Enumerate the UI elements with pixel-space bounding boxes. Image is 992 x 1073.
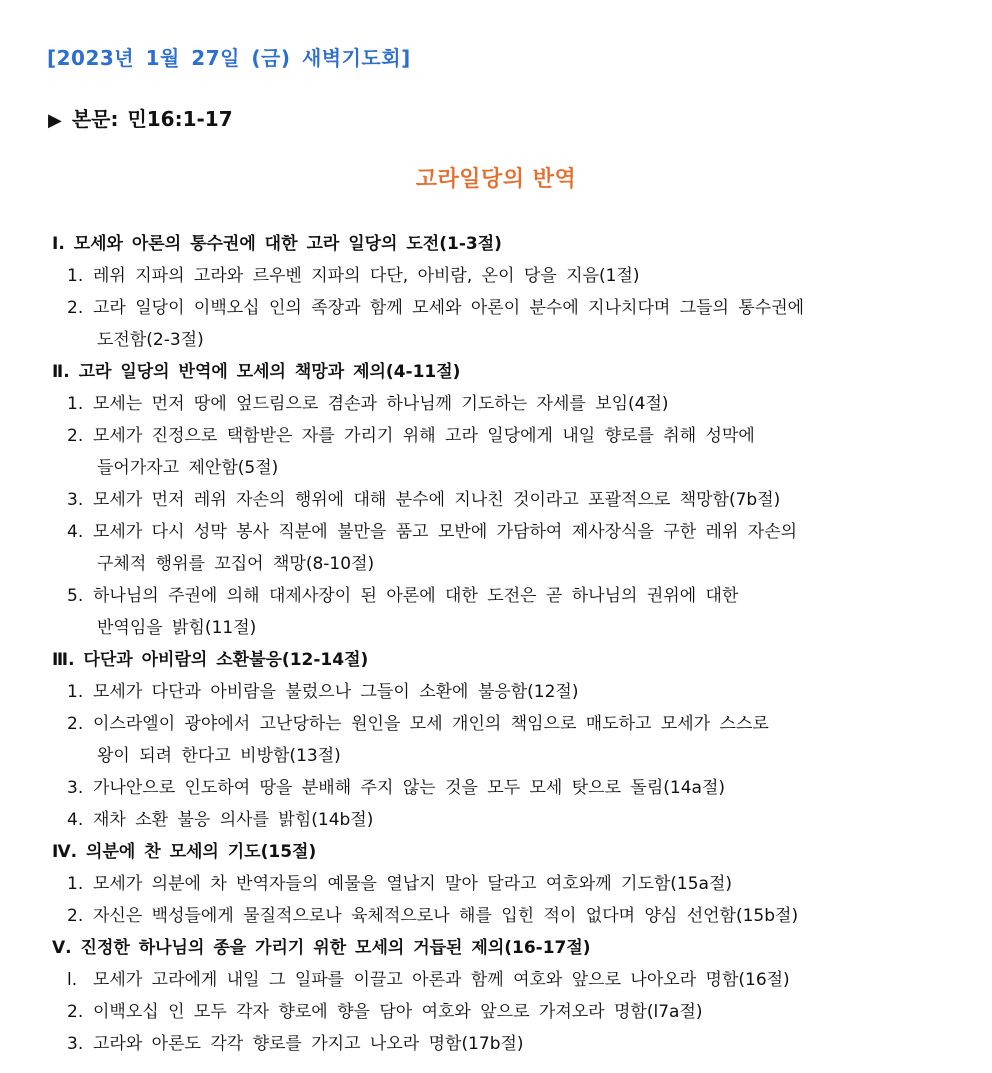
item-text-line: 고라와 아론도 각각 향로를 가지고 나오라 명함(17b절): [93, 1034, 524, 1054]
outline-item: [52, 580, 952, 644]
item-number: l.: [67, 970, 78, 990]
item-text-line: 모세가 다단과 아비람을 불렀으나 그들이 소환에 불응함(12절): [93, 682, 579, 702]
item-text-line: 재차 소환 불응 의사를 밝힘(14b절): [93, 810, 374, 830]
item-text-line: 도전함(2-3절): [97, 330, 204, 350]
outline-item: [52, 964, 952, 996]
item-number: 4.: [67, 522, 84, 542]
item-number: 4.: [67, 810, 84, 830]
outline-item: [52, 868, 952, 900]
item-text-line: 모세가 고라에게 내일 그 일파를 이끌고 아론과 함께 여호와 앞으로 나아오라 명함(16절): [93, 970, 790, 990]
item-text-line: 모세가 진정으로 택함받은 자를 가리기 위해 고라 일당에게 내일 향로를 취해 성막에: [93, 426, 755, 446]
outline-item: [52, 260, 952, 292]
sermon-outline: [52, 228, 952, 1060]
item-text-line: 자신은 백성들에게 물질적으로나 육체적으로나 해를 입힌 적이 없다며 양심 선언함(15b절): [93, 906, 799, 926]
outline-item: [52, 420, 952, 484]
item-text-line: 모세는 먼저 땅에 엎드림으로 겸손과 하나님께 기도하는 자세를 보임(4절): [93, 394, 669, 414]
item-text-line: 이백오십 인 모두 각자 향로에 향을 담아 여호와 앞으로 가져오라 명함(l7a절): [93, 1002, 703, 1022]
item-number: 2.: [67, 426, 84, 446]
scripture-reference: [48, 103, 233, 132]
outline-item: [52, 804, 952, 836]
item-text-line: 고라 일당이 이백오십 인의 족장과 함께 모세와 아론이 분수에 지나치다며 그들의 통수권에: [93, 298, 805, 318]
item-text-line: 가나안으로 인도하여 땅을 분배해 주지 않는 것을 모두 모세 탓으로 돌림(14a절): [93, 778, 726, 798]
item-number: 5.: [67, 586, 84, 606]
outline-item: [52, 516, 952, 580]
item-number: 2.: [67, 1002, 84, 1022]
section-heading: Ⅲ. 다단과 아비람의 소환불응(12-14절): [52, 650, 369, 670]
item-number: 3.: [67, 778, 84, 798]
item-number: 1.: [67, 682, 84, 702]
outline-item: [52, 708, 952, 772]
outline-item: [52, 772, 952, 804]
outline-item: [52, 676, 952, 708]
section-heading: Ⅱ. 고라 일당의 반역에 모세의 책망과 제의(4-11절): [52, 362, 461, 382]
arrow-icon: ▶: [48, 110, 62, 131]
item-number: 2.: [67, 298, 84, 318]
item-text-line: 모세가 의분에 차 반역자들의 예물을 열납지 말아 달라고 여호와께 기도함(15a절): [93, 874, 733, 894]
date-header: [2023년 1월 27일 (금) 새벽기도회]: [47, 46, 411, 70]
item-number: 2.: [67, 714, 84, 734]
outline-item: [52, 484, 952, 516]
item-number: 3.: [67, 1034, 84, 1054]
outline-item: [52, 388, 952, 420]
sermon-title: 고라일당의 반역: [415, 167, 577, 192]
item-text-line: 이스라엘이 광야에서 고난당하는 원인을 모세 개인의 책임으로 매도하고 모세가 스스로: [93, 714, 769, 734]
item-text-line: 구체적 행위를 꼬집어 책망(8-10절): [97, 554, 375, 574]
scripture-text: 본문: 민16:1-17: [71, 107, 233, 131]
item-number: 1.: [67, 266, 84, 286]
item-number: 3.: [67, 490, 84, 510]
outline-item: [52, 996, 952, 1028]
item-number: 1.: [67, 874, 84, 894]
item-number: 2.: [67, 906, 84, 926]
section-heading: Ⅳ. 의분에 찬 모세의 기도(15절): [52, 842, 317, 862]
section-heading: Ⅴ. 진정한 하나님의 종을 가리기 위한 모세의 거듭된 제의(16-17절): [52, 938, 591, 958]
item-text-line: 모세가 다시 성막 봉사 직분에 불만을 품고 모반에 가담하여 제사장식을 구한 레위 자손의: [93, 522, 798, 542]
outline-item: [52, 292, 952, 356]
outline-item: [52, 900, 952, 932]
item-text-line: 반역임을 밝힘(11절): [97, 618, 257, 638]
item-text-line: 모세가 먼저 레위 자손의 행위에 대해 분수에 지나친 것이라고 포괄적으로 책망함(7b절): [93, 490, 781, 510]
item-text-line: 레위 지파의 고라와 르우벤 지파의 다단, 아비람, 온이 당을 지음(1절): [93, 266, 640, 286]
item-text-line: 왕이 되려 한다고 비방함(13절): [97, 746, 341, 766]
item-text-line: 하나님의 주권에 의해 대제사장이 된 아론에 대한 도전은 곧 하나님의 권위에 대한: [93, 586, 739, 606]
section-heading: Ⅰ. 모세와 아론의 통수권에 대한 고라 일당의 도전(1-3절): [52, 234, 502, 254]
item-number: 1.: [67, 394, 84, 414]
item-text-line: 들어가자고 제안함(5절): [97, 458, 279, 478]
outline-item: [52, 1028, 952, 1060]
